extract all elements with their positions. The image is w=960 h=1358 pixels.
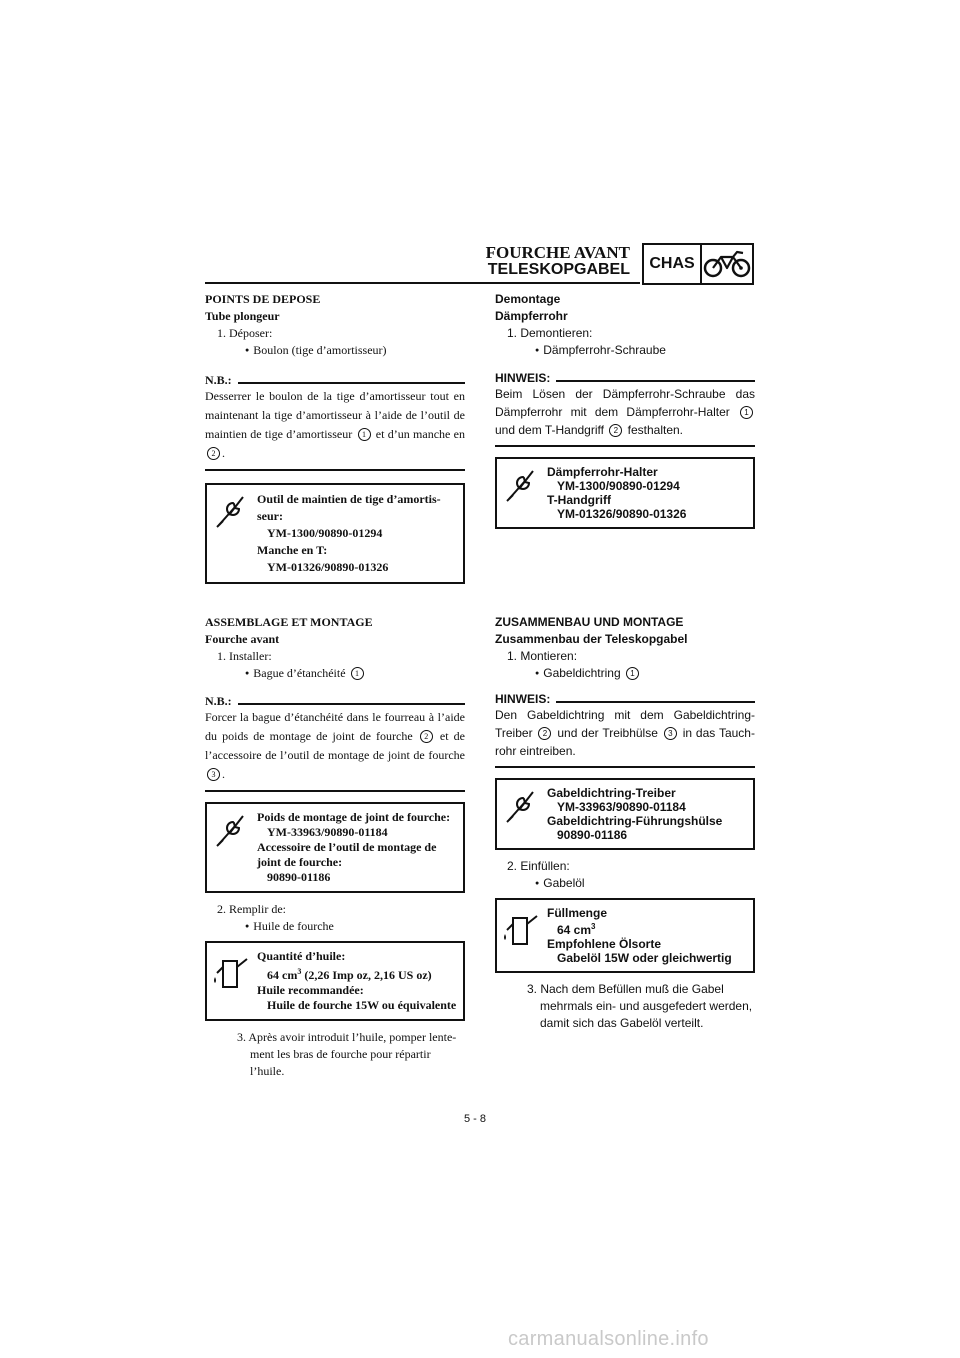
oil-can-icon bbox=[207, 943, 255, 1019]
note-end-rule bbox=[495, 445, 755, 447]
note-end-rule bbox=[495, 766, 755, 768]
callout-2: 2 bbox=[207, 447, 220, 460]
left-removal-section bbox=[205, 291, 465, 584]
oil-type-value: Gabelöl 15W oder gleichwertig bbox=[557, 951, 732, 965]
tool-name-2: T-Handgriff bbox=[547, 493, 611, 507]
special-tool-box bbox=[205, 483, 465, 584]
note-label: N.B.: bbox=[205, 694, 232, 708]
section-title-de: TELESKOPGABEL bbox=[487, 261, 630, 278]
callout-3: 3 bbox=[664, 727, 677, 740]
tool-number-2: 90890-01186 bbox=[267, 870, 331, 884]
tool-name-1: Gabeldichtring-Treiber bbox=[547, 786, 676, 800]
callout-2: 2 bbox=[420, 730, 433, 743]
note-label: HINWEIS: bbox=[495, 371, 551, 385]
callout-1: 1 bbox=[740, 406, 753, 419]
oil-type-value: Huile de fourche 15W ou équivalente bbox=[267, 998, 457, 1012]
note-rule bbox=[238, 703, 465, 705]
step-3: 3. Après avoir introduit l’huile, pomper lentement les bras de fourche pour répartir l’huile. bbox=[237, 1030, 457, 1078]
oil-quantity-label: Quantité d’huile: bbox=[257, 949, 346, 963]
section-subheading: Zusammenbau der Teleskopgabel bbox=[495, 632, 688, 646]
step-1-item: ● Gabeldichtring 1 bbox=[495, 665, 755, 682]
chapter-badge bbox=[642, 243, 754, 285]
tool-name-1: Outil de maintien de tige d’amortisseur: bbox=[257, 492, 441, 523]
left-assembly-section bbox=[205, 614, 465, 1080]
wrench-screwdriver-icon bbox=[207, 804, 255, 891]
callout-2: 2 bbox=[538, 727, 551, 740]
wrench-screwdriver-icon bbox=[497, 459, 545, 527]
step-1-item: ● Dämpferrohr-Schraube bbox=[495, 342, 755, 359]
note-body: Den Gabeldichtring mit dem Gabeldichtring-Treiber 2 und der Treibhülse 3 in das Tauchrohr eintreiben. bbox=[495, 708, 755, 758]
note-body: Forcer la bague d’étanchéité dans le fourreau à l’aide du poids de montage de joint de fourche 2 et de l’accessoire de l’outil de montage de joint de fourche 3 . bbox=[205, 710, 465, 781]
callout-1: 1 bbox=[351, 667, 364, 680]
tool-number-1: YM-1300/90890-01294 bbox=[267, 526, 383, 540]
tool-number-2: YM-01326/90890-01326 bbox=[267, 560, 389, 574]
step-1: 1. Installer: bbox=[217, 649, 272, 663]
step-1: 1. Demontieren: bbox=[507, 326, 593, 340]
section-title-fr: FOURCHE AVANT bbox=[485, 243, 630, 262]
step-3: 3. Nach dem Befüllen muß die Gabel mehrmals ein- und ausgefedert werden, damit sich das Gabelöl verteilt. bbox=[527, 982, 753, 1030]
motorcycle-icon bbox=[702, 245, 752, 283]
section-heading: ZUSAMMENBAU UND MONTAGE bbox=[495, 615, 684, 629]
note-label: HINWEIS: bbox=[495, 692, 551, 706]
chapter-label: CHAS bbox=[644, 245, 702, 283]
tool-number-1: YM-33963/90890-01184 bbox=[557, 800, 686, 814]
oil-type-label: Huile recommandée: bbox=[257, 983, 364, 997]
special-tool-box bbox=[495, 457, 755, 529]
note-rule bbox=[238, 382, 465, 384]
step-1-item: ● Bague d’étanchéité 1 bbox=[205, 665, 465, 682]
tool-name-1: Poids de montage de joint de fourche: bbox=[257, 810, 451, 824]
wrench-screwdriver-icon bbox=[207, 485, 255, 582]
oil-quantity-value: 64 $cm^3$ bbox=[557, 922, 596, 937]
step-1: 1. Montieren: bbox=[507, 649, 578, 663]
step-2-item: ● Huile de fourche bbox=[205, 918, 465, 935]
tool-number-1: YM-33963/90890-01184 bbox=[267, 825, 388, 839]
section-subheading: Dämpferrohr bbox=[495, 309, 568, 323]
step-1: 1. Déposer: bbox=[217, 326, 273, 340]
wrench-screwdriver-icon bbox=[497, 780, 545, 848]
right-assembly-section bbox=[495, 614, 755, 1032]
section-subheading: Fourche avant bbox=[205, 632, 280, 646]
callout-2: 2 bbox=[609, 424, 622, 437]
tool-name-1: Dämpferrohr-Halter bbox=[547, 465, 658, 479]
note-end-rule bbox=[205, 790, 465, 792]
oil-spec-box bbox=[495, 898, 755, 973]
step-2: 2. Remplir de: bbox=[217, 902, 286, 916]
special-tool-box bbox=[205, 802, 465, 893]
callout-1: 1 bbox=[358, 428, 371, 441]
note-header bbox=[205, 373, 465, 387]
special-tool-box bbox=[495, 778, 755, 850]
header-rule bbox=[205, 282, 640, 284]
note-header bbox=[495, 371, 755, 385]
note-rule bbox=[556, 701, 755, 703]
watermark: carmanualsonline.info bbox=[508, 1328, 709, 1350]
note-end-rule bbox=[205, 469, 465, 471]
oil-can-icon bbox=[497, 900, 545, 971]
right-removal-section bbox=[495, 291, 755, 529]
tool-name-2: Manche en T: bbox=[257, 543, 328, 557]
oil-type-label: Empfohlene Ölsorte bbox=[547, 937, 662, 951]
note-header bbox=[205, 694, 465, 708]
tool-number-1: YM-1300/90890-01294 bbox=[557, 479, 680, 493]
note-body: Beim Lösen der Dämpferrohr-Schraube das Dämpferrohr mit dem Dämpferrohr-Halter 1 und dem T-Handgriff 2 festhalten. bbox=[495, 387, 755, 437]
tool-name-2: Accessoire de l’outil de montage de joint de fourche: bbox=[257, 840, 437, 869]
oil-spec-box bbox=[205, 941, 465, 1021]
section-heading: ASSEMBLAGE ET MONTAGE bbox=[205, 615, 373, 629]
oil-quantity-label: Füllmenge bbox=[547, 906, 608, 920]
section-subheading: Tube plongeur bbox=[205, 309, 280, 323]
note-body: Desserrer le boulon de la tige d’amortisseur tout en maintenant la tige d’amortisseur à l’aide de l’outil de maintien de tige d’amortisseur 1 et d’un manche en 2 . bbox=[205, 389, 465, 460]
note-label: N.B.: bbox=[205, 373, 232, 387]
tool-number-2: 90890-01186 bbox=[557, 828, 628, 842]
step-2-item: ● Gabelöl bbox=[495, 875, 755, 892]
note-rule bbox=[556, 380, 755, 382]
page-number: 5 - 8 bbox=[464, 1113, 487, 1125]
tool-name-2: Gabeldichtring-Führungshülse bbox=[547, 814, 723, 828]
section-heading: Demontage bbox=[495, 292, 561, 306]
section-heading: POINTS DE DEPOSE bbox=[205, 292, 321, 306]
callout-1: 1 bbox=[626, 667, 639, 680]
callout-3: 3 bbox=[207, 768, 220, 781]
step-1-item: ● Boulon (tige d’amortisseur) bbox=[205, 342, 465, 359]
oil-quantity-value: 64 $cm^3$ (2,26 Imp oz, 2,16 US oz) bbox=[267, 967, 432, 982]
note-header bbox=[495, 692, 755, 706]
tool-number-2: YM-01326/90890-01326 bbox=[557, 507, 687, 521]
step-2: 2. Einfüllen: bbox=[507, 859, 570, 873]
